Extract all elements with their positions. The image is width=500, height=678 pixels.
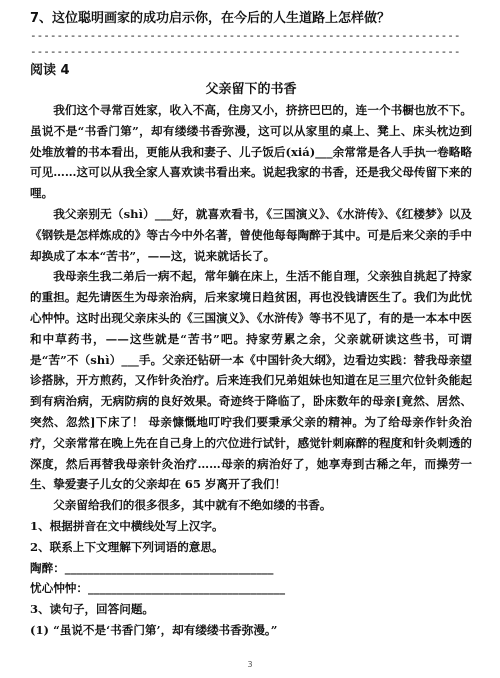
question-1: 1、根据拼音在文中横线处写上汉字。 — [30, 518, 224, 533]
paragraph-1: 我们这个寻常百姓家，收入不高，住房又小，挤挤巴巴的，连一个书橱也放不下。虽说不是“书香门第”，却有缕缕书香弥漫，这可以从家里的桌上、凳上、床头枕边到处堆放着的书本看出，更能从我和妻子、儿子饭后(xiá)___余常常是各人手执一卷略略可见……这可以从我全家人喜欢读书看出来。说起我家的书香，还是我父母传留下来的哩。 — [30, 103, 472, 201]
answer-line-2: ----------------------------------------------------------------- — [30, 45, 461, 58]
question-2: 2、联系上下文理解下列词语的意思。 — [30, 539, 224, 554]
paragraph-4: 父亲留给我们的很多很多，其中就有不绝如缕的书香。 — [53, 498, 332, 513]
article-title: 父亲留下的书香 — [205, 82, 297, 97]
paragraph-2: 我父亲别无（shì）___好，就喜欢看书，《三国演义》、《水浒传》、《红楼梦》以及《钢铁是怎样炼成的》等古今中外名著，曾使他每每陶醉于其中。可是后来父亲的手中却换成了本本“苦书”，——这，说来就话长了。 — [30, 206, 472, 263]
question-7: 7、这位聪明画家的成功启示你，在今后的人生道路上怎样做？ — [30, 11, 391, 26]
paragraph-3: 我母亲生我二弟后一病不起，常年躺在床上，生活不能自理，父亲独自挑起了持家的重担。起先请医生为母亲治病，后来家境日趋贫困，再也没钱请医生了。我们为此忧心忡忡。这时出现父亲床头的《三国演义》、《水浒传》等书不见了，有的是一本本中医和中草药书，——这些就是“苦书”吧。持家劳累之余，父亲就研读这些书，可谓是“苦”不（shì）___手。父亲还钻研一本《中国针灸大纲》，边看边实践：替我母亲望诊搭脉，开方煎药，又作针灸治疗。后来连我们兄弟姐妹也知道在足三里穴位针灸能起到有病治病，无病防病的良好效果。奇迹终于降临了，卧床数年的母亲[竟然、居然、突然、忽然]下床了！ 母亲慷慨地叮咛我们要秉承父亲的精神。为了给母亲作针灸治疗，父亲常常在晚上先在自己身上的穴位进行试针，感觉针刺麻醉的程度和针灸刺透的深度，然后再替我母亲针灸治疗……母亲的病治好了，她享寿到古稀之年，而操劳一生、挚爱妻子儿女的父亲却在 65 岁离开了我们！ — [30, 269, 472, 492]
question-2-taozui: 陶醉：____________________________________ — [30, 560, 274, 575]
question-3-1: (1) “虽说不是‘书香门第’，却有缕缕书香弥漫。” — [30, 622, 278, 637]
question-3: 3、读句子，回答问题。 — [30, 602, 155, 617]
page-number: 3 — [247, 660, 253, 669]
reading-section-label: 阅读 4 — [30, 63, 70, 78]
question-2-youxinchongchong: 忧心忡忡：__________________________________ — [30, 581, 286, 596]
answer-line-1: ----------------------------------------------------------------- — [30, 29, 461, 42]
